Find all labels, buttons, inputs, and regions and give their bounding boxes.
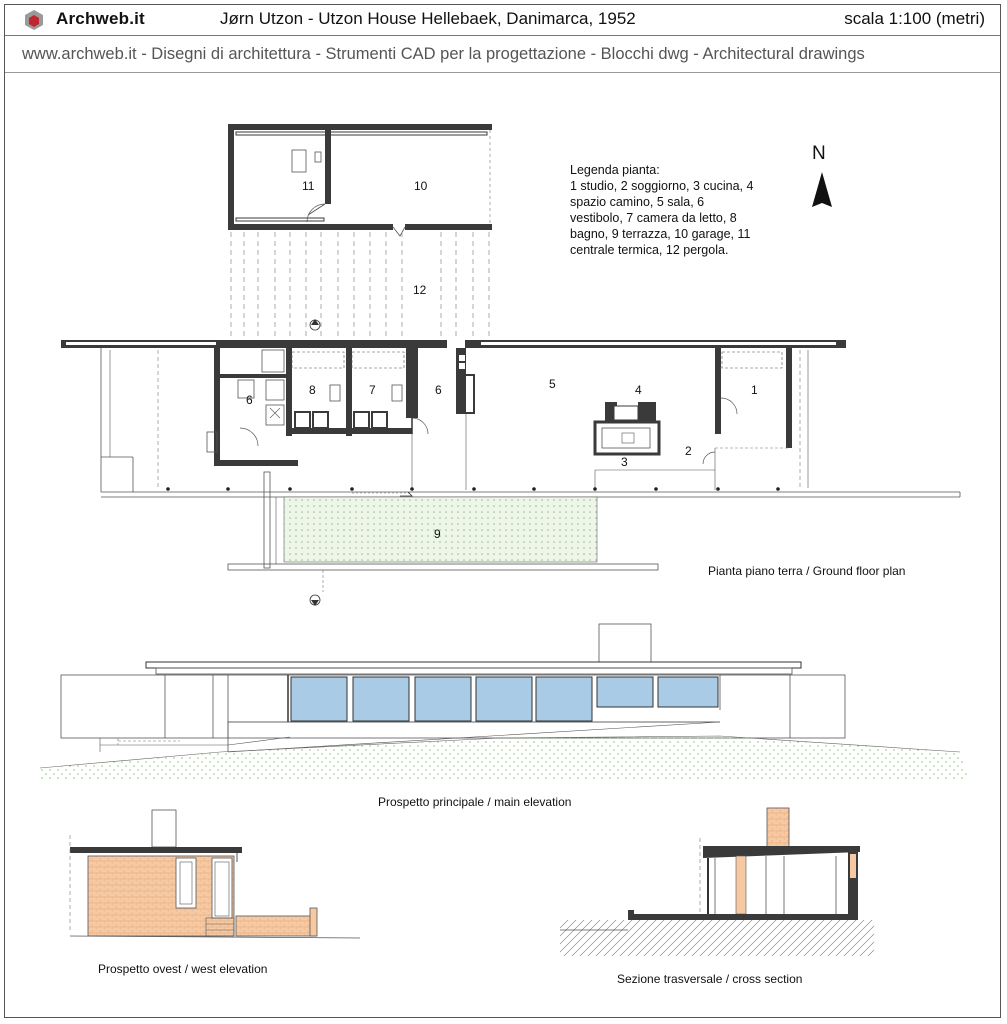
room-label-12: 12 bbox=[413, 283, 427, 297]
section-marker-bottom-icon bbox=[310, 595, 320, 606]
west-elevation bbox=[70, 810, 360, 938]
plan-legend bbox=[570, 162, 770, 258]
room-label-7: 7 bbox=[369, 383, 376, 397]
room-label-4: 4 bbox=[635, 383, 642, 397]
room-label-6b: 6 bbox=[435, 383, 442, 397]
legend-line: spazio camino, 5 sala, 6 bbox=[570, 195, 705, 209]
room-label-6a: 6 bbox=[246, 393, 253, 407]
pergola bbox=[231, 232, 489, 340]
caption-main-elevation: Prospetto principale / main elevation bbox=[378, 795, 572, 809]
caption-ground-floor: Pianta piano terra / Ground floor plan bbox=[708, 564, 906, 578]
caption-west-elevation: Prospetto ovest / west elevation bbox=[98, 962, 268, 976]
room-label-8: 8 bbox=[309, 383, 316, 397]
main-elevation bbox=[40, 624, 970, 780]
page-title: Jørn Utzon - Utzon House Hellebaek, Danimarca, 1952 bbox=[220, 9, 636, 28]
legend-line: vestibolo, 7 camera da letto, 8 bbox=[570, 211, 737, 225]
room-label-1: 1 bbox=[751, 383, 758, 397]
room-label-9: 9 bbox=[434, 527, 441, 541]
section-marker-top-icon bbox=[310, 319, 320, 330]
subheader-links[interactable]: www.archweb.it - Disegni di architettura - Strumenti CAD per la progettazione - Blocchi dwg - Architectural drawings bbox=[22, 45, 865, 63]
house-plan bbox=[61, 340, 960, 497]
legend-line: bagno, 9 terrazza, 10 garage, 11 bbox=[570, 227, 751, 241]
north-label: N bbox=[812, 143, 826, 164]
north-arrow-icon bbox=[812, 172, 832, 207]
scale-label: scala 1:100 (metri) bbox=[844, 9, 985, 28]
room-label-2: 2 bbox=[685, 444, 692, 458]
room-label-5: 5 bbox=[549, 377, 556, 391]
legend-line: 1 studio, 2 soggiorno, 3 cucina, 4 bbox=[570, 179, 754, 193]
room-label-10: 10 bbox=[414, 179, 428, 193]
room-label-11: 11 bbox=[302, 179, 315, 193]
caption-cross-section: Sezione trasversale / cross section bbox=[617, 972, 803, 986]
logo-text[interactable]: Archweb.it bbox=[56, 9, 145, 28]
garage-block bbox=[228, 124, 492, 236]
room-label-3: 3 bbox=[621, 455, 628, 469]
terrace bbox=[228, 472, 658, 592]
legend-title: Legenda pianta: bbox=[570, 163, 660, 177]
cross-section bbox=[560, 808, 874, 956]
legend-line: centrale termica, 12 pergola. bbox=[570, 243, 729, 257]
